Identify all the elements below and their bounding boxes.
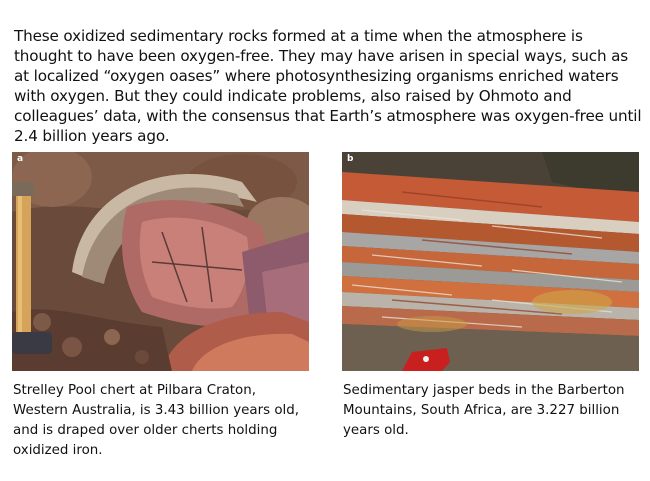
intro-paragraph: These oxidized sedimentary rocks formed at a time when the atmosphere is thought to have been oxygen-free. They may have arisen in special ways, such as at localized “oxygen oases” where photosynthesizing organisms enriched waters with oxygen. But they could indicate problems, also raised by Ohmoto and colleagues’ data, with the consensus that Earth’s atmosphere was oxygen-free until 2.4 billion years ago. [14,27,642,145]
panel-label-b: b [347,154,354,164]
photo-strelley-pool-chert [12,152,309,371]
caption-barberton: Sedimentary jasper beds in the Barberton Mountains, South Africa, are 3.227 billion years old. [343,383,625,438]
caption-strelley-pool: Strelley Pool chert at Pilbara Craton, Western Australia, is 3.43 billion years old, and is draped over older cherts holding oxidized iron. [13,383,300,458]
photo-barberton-jasper [342,152,639,371]
panel-label-a: a [17,154,24,164]
